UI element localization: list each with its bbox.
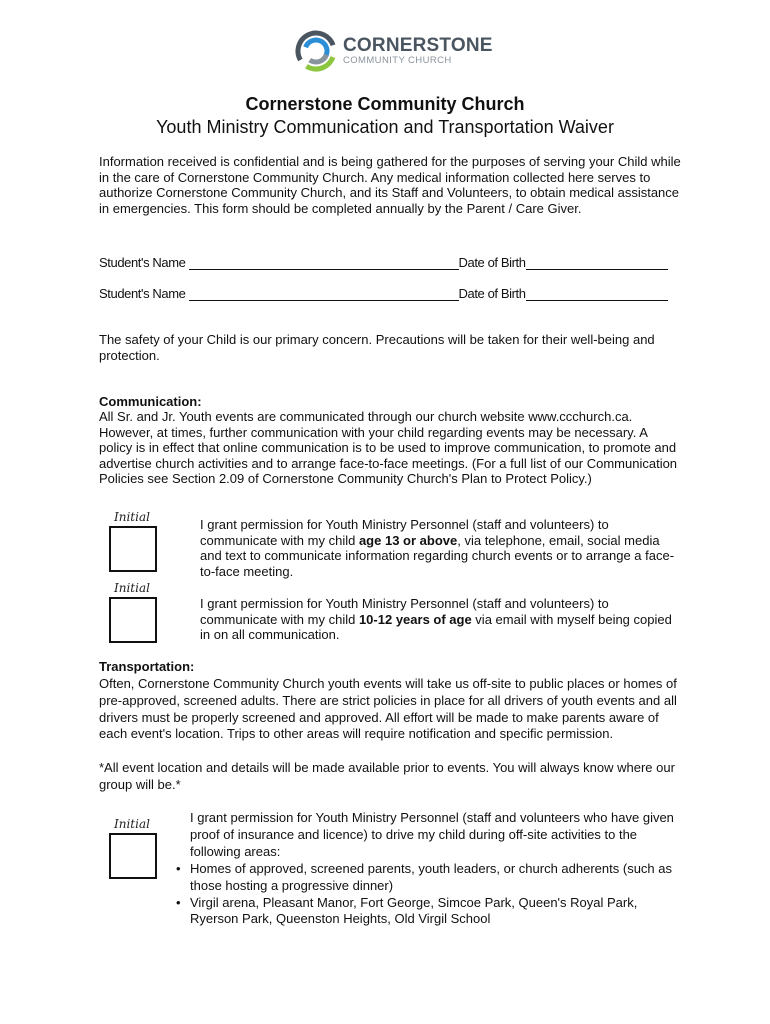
transportation-permission: I grant permission for Youth Ministry Personnel (staff and volunteers who have given proof of insurance and licence) to drive my child during off-site activities to the following areas: [190,810,674,859]
transportation-areas-list [176,861,681,928]
page-title: Cornerstone Community Church [245,94,525,114]
permission-text: , via telephone, email, social media and text to communicate information regarding church events or to arrange a face-to-face meeting. [200,532,675,579]
student-name-input[interactable] [189,286,459,301]
list-item: • Homes of approved, screened parents, youth leaders, or church adherents (such as those hosting a progressive dinner) [176,861,681,895]
transportation-note: *All event location and details will be made available prior to events. You will always know where our group will be.* [99,760,675,792]
student-name-input[interactable] [189,255,459,270]
communication-heading: Communication: [99,394,202,409]
permission-age-emphasis: 10-12 years of age [358,611,472,627]
logo-name: CORNERSTONE [343,35,493,57]
list-item: • Virgil arena, Pleasant Manor, Fort George, Simcoe Park, Queen's Royal Park, Ryerson Park, Queenston Heights, Old Virgil School [176,895,681,929]
transportation-body: Often, Cornerstone Community Church youth events will take us off-site to public places or homes of pre-approved, screened adults. There are strict policies in place for all drivers of youth events and all drivers must be properly screened and approved. All effort will be made to make parents aware of each event's location. Trips to other areas will require notification and specific permission. [99,676,677,742]
student-name-label: Student's Name [99,255,186,270]
page-subtitle: Youth Ministry Communication and Transportation Waiver [156,117,614,137]
student-field-row [99,255,679,270]
student-field-row [99,286,679,301]
initial-box-age-13[interactable] [109,526,157,572]
cornerstone-logo-icon [295,30,337,72]
date-of-birth-input[interactable] [526,286,668,301]
permission-text: I grant permission for Youth Ministry Personnel (staff and volunteers) to communicate with my child [200,596,609,627]
permission-age-10-12 [200,596,680,643]
student-name-label: Student's Name [99,286,186,301]
permission-age-13 [200,517,680,579]
church-logo [295,30,493,72]
permission-text: I grant permission for Youth Ministry Personnel (staff and volunteers) to communicate with my child [200,517,609,548]
transportation-heading: Transportation: [99,659,195,674]
date-of-birth-input[interactable] [526,255,668,270]
logo-subtitle: COMMUNITY CHURCH [343,55,452,67]
permission-text: via email with myself being copied in on all communication. [200,611,672,643]
initial-label: Initial [114,581,150,595]
intro-paragraph: Information received is confidential and is being gathered for the purposes of serving your Child while in the care of Cornerstone Community Church. Any medical information collected here serves to authorize Cornerstone Community Church, and its Staff and Volunteers, to obtain medical assistance in emergencies. This form should be completed annually by the Parent / Care Giver. [99,154,681,216]
initial-label: Initial [114,817,150,831]
date-of-birth-label: Date of Birth [458,286,526,301]
safety-paragraph: The safety of your Child is our primary concern. Precautions will be taken for their well-being and protection. [99,332,655,363]
date-of-birth-label: Date of Birth [458,255,526,270]
permission-age-emphasis: age 13 or above [358,532,458,548]
initial-box-age-10-12[interactable] [109,597,157,643]
initial-label: Initial [114,510,150,524]
initial-box-transportation[interactable] [109,833,157,879]
communication-body: All Sr. and Jr. Youth events are communicated through our church website www.ccchurch.ca. However, at times, further communication with your child regarding events may be necessary. A policy is in effect that online communication is to be used to improve communication, to promote and advertise church activities and to arrange face-to-face meetings. (For a full list of our Communication Policies see Section 2.09 of Cornerstone Community Church's Plan to Protect Policy.) [99,409,678,487]
